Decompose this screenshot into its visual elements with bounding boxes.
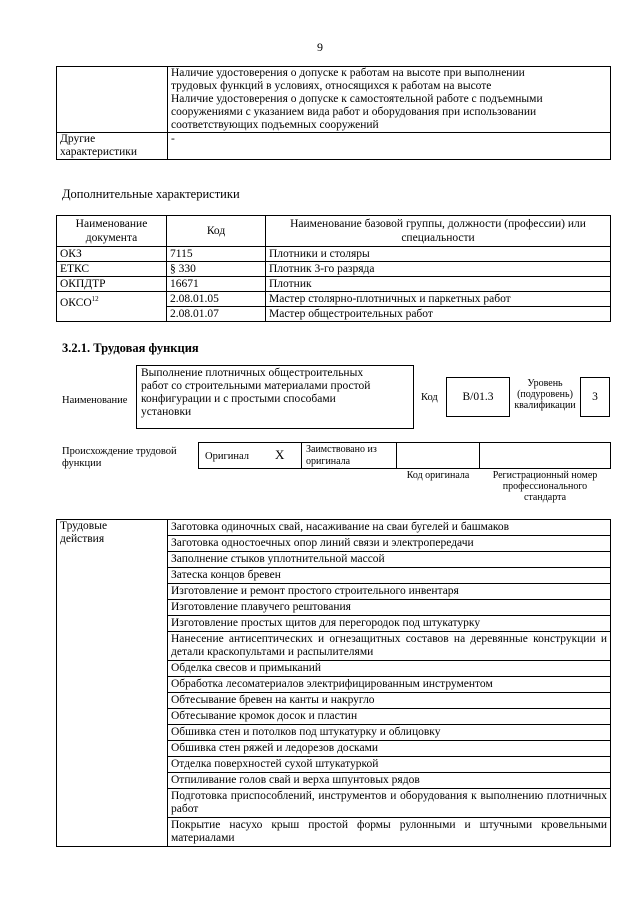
original-label: Оригинал bbox=[205, 451, 249, 462]
label-line: стандарта bbox=[523, 492, 567, 503]
list-item: Изготовление и ремонт простого строительного инвентаря bbox=[168, 584, 611, 600]
label-line: Трудовые bbox=[60, 520, 108, 532]
text-line: Наличие удостоверения о допуске к самостоятельной работе с подъемными bbox=[171, 93, 543, 105]
label-line: квалификации bbox=[514, 400, 576, 411]
label-line: действия bbox=[60, 533, 105, 545]
code-label: Код bbox=[421, 392, 438, 403]
list-item: Заготовка одиночных свай, насаживание на сваи бугелей и башмаков bbox=[168, 520, 611, 536]
label-line: Другие bbox=[60, 133, 96, 145]
list-item: Изготовление простых щитов для перегородок под штукатурку bbox=[168, 616, 611, 632]
text-line: трудовых функций в условиях, относящихся к работам на высоте bbox=[171, 80, 492, 92]
doc-name: ОКСО bbox=[60, 296, 92, 309]
other-characteristics-label bbox=[57, 133, 168, 160]
name-cell: Плотники и столяры bbox=[266, 247, 611, 262]
code-cell: 2.08.01.05 bbox=[167, 292, 266, 307]
doc-cell: ОКЗ bbox=[57, 247, 167, 262]
header-code: Код bbox=[167, 216, 266, 247]
other-characteristics-value: - bbox=[168, 133, 611, 160]
table-row bbox=[57, 67, 611, 133]
name-cell: Мастер общестроительных работ bbox=[266, 307, 611, 322]
header-document bbox=[57, 216, 167, 247]
text-line: сооружениями с указанием вида работ и оборудования при использовании bbox=[171, 106, 537, 118]
text-line: работ со строительными материалами простой bbox=[141, 380, 371, 392]
list-item: Обделка свесов и примыканий bbox=[168, 661, 611, 677]
original-mark: X bbox=[275, 447, 285, 462]
empty-label-cell bbox=[57, 67, 168, 133]
label-line: оригинала bbox=[306, 456, 351, 467]
page-number: 9 bbox=[317, 40, 323, 54]
code-cell: § 330 bbox=[167, 262, 266, 277]
doc-cell bbox=[57, 292, 167, 322]
registration-number-box bbox=[479, 442, 611, 469]
header-line: Наименование базовой группы, должности (профессии) или bbox=[290, 218, 586, 230]
text-line: Выполнение плотничных общестроительных bbox=[141, 367, 364, 379]
doc-cell: ОКПДТР bbox=[57, 277, 167, 292]
list-item: Обтесывание кромок досок и пластин bbox=[168, 709, 611, 725]
code-cell: 2.08.01.07 bbox=[167, 307, 266, 322]
original-box bbox=[198, 442, 302, 469]
function-name-box bbox=[136, 365, 414, 429]
list-item: Изготовление плавучего рештования bbox=[168, 600, 611, 616]
name-label: Наименование bbox=[62, 395, 128, 406]
registration-number-label bbox=[479, 470, 611, 503]
header-line: документа bbox=[85, 232, 138, 244]
list-item: Нанесение антисептических и огнезащитных составов на деревянные конструкции и детали краскопультами и распылителями bbox=[168, 632, 611, 661]
label-line: Происхождение трудовой bbox=[62, 446, 177, 457]
label-line: Регистрационный номер bbox=[492, 470, 598, 481]
label-line: Уровень bbox=[527, 378, 563, 389]
extra-characteristics-table bbox=[56, 215, 611, 322]
label-line: функции bbox=[62, 458, 102, 469]
table-row bbox=[57, 277, 611, 292]
qualification-level-label bbox=[512, 378, 578, 411]
origin-label bbox=[62, 446, 177, 470]
label-line: профессионального bbox=[502, 481, 588, 492]
table-header-row bbox=[57, 216, 611, 247]
labor-actions-table bbox=[56, 519, 611, 847]
table-row bbox=[57, 292, 611, 307]
list-item: Покрытие насухо крыш простой формы рулонными и штучными кровельными материалами bbox=[168, 818, 611, 847]
name-cell: Плотник bbox=[266, 277, 611, 292]
label-line: характеристики bbox=[60, 146, 138, 158]
code-cell: 16671 bbox=[167, 277, 266, 292]
text-line: Наличие удостоверения о допуске к работам на высоте при выполнении bbox=[171, 67, 525, 79]
table-row bbox=[57, 520, 611, 536]
labor-actions-label bbox=[57, 520, 168, 847]
code-cell: 7115 bbox=[167, 247, 266, 262]
list-item: Заготовка одностоечных опор линий связи и электропередачи bbox=[168, 536, 611, 552]
list-item: Обшивка стен и потолков под штукатурку и облицовку bbox=[168, 725, 611, 741]
table-row bbox=[57, 247, 611, 262]
text-line: конфигурации и с простыми способами bbox=[141, 393, 336, 405]
labor-function-heading: 3.2.1. Трудовая функция bbox=[62, 341, 199, 355]
qualification-requirements-table bbox=[56, 66, 611, 160]
list-item: Обтесывание бревен на канты и накругло bbox=[168, 693, 611, 709]
list-item: Подготовка приспособлений, инструментов и оборудования к выполнению плотничных работ bbox=[168, 789, 611, 818]
header-group bbox=[266, 216, 611, 247]
list-item: Отпиливание голов свай и верха шпунтовых рядов bbox=[168, 773, 611, 789]
text-line: установки bbox=[141, 406, 192, 418]
footnote-ref: 12 bbox=[91, 295, 99, 303]
certificate-requirements-cell bbox=[168, 67, 611, 133]
qualification-level-box: 3 bbox=[580, 377, 610, 417]
doc-cell: ЕТКС bbox=[57, 262, 167, 277]
code-original-box bbox=[396, 442, 480, 469]
list-item: Затеска концов бревен bbox=[168, 568, 611, 584]
header-line: Наименование bbox=[75, 218, 148, 230]
text-line: соответствующих подъемных сооружений bbox=[171, 119, 379, 131]
label-line: Заимствовано из bbox=[306, 444, 377, 455]
label-line: (подуровень) bbox=[517, 389, 573, 400]
list-item: Обшивка стен ряжей и ледорезов досками bbox=[168, 741, 611, 757]
extra-characteristics-heading: Дополнительные характеристики bbox=[62, 187, 240, 201]
table-row bbox=[57, 133, 611, 160]
name-cell: Плотник 3-го разряда bbox=[266, 262, 611, 277]
list-item: Отделка поверхностей сухой штукатуркой bbox=[168, 757, 611, 773]
list-item: Заполнение стыков уплотнительной массой bbox=[168, 552, 611, 568]
code-original-label: Код оригинала bbox=[406, 470, 470, 481]
function-code-box: B/01.3 bbox=[446, 377, 510, 417]
header-line: специальности bbox=[401, 232, 475, 244]
list-item: Обработка лесоматериалов электрифицированным инструментом bbox=[168, 677, 611, 693]
table-row bbox=[57, 262, 611, 277]
borrowed-box bbox=[301, 442, 397, 469]
name-cell: Мастер столярно-плотничных и паркетных работ bbox=[266, 292, 611, 307]
